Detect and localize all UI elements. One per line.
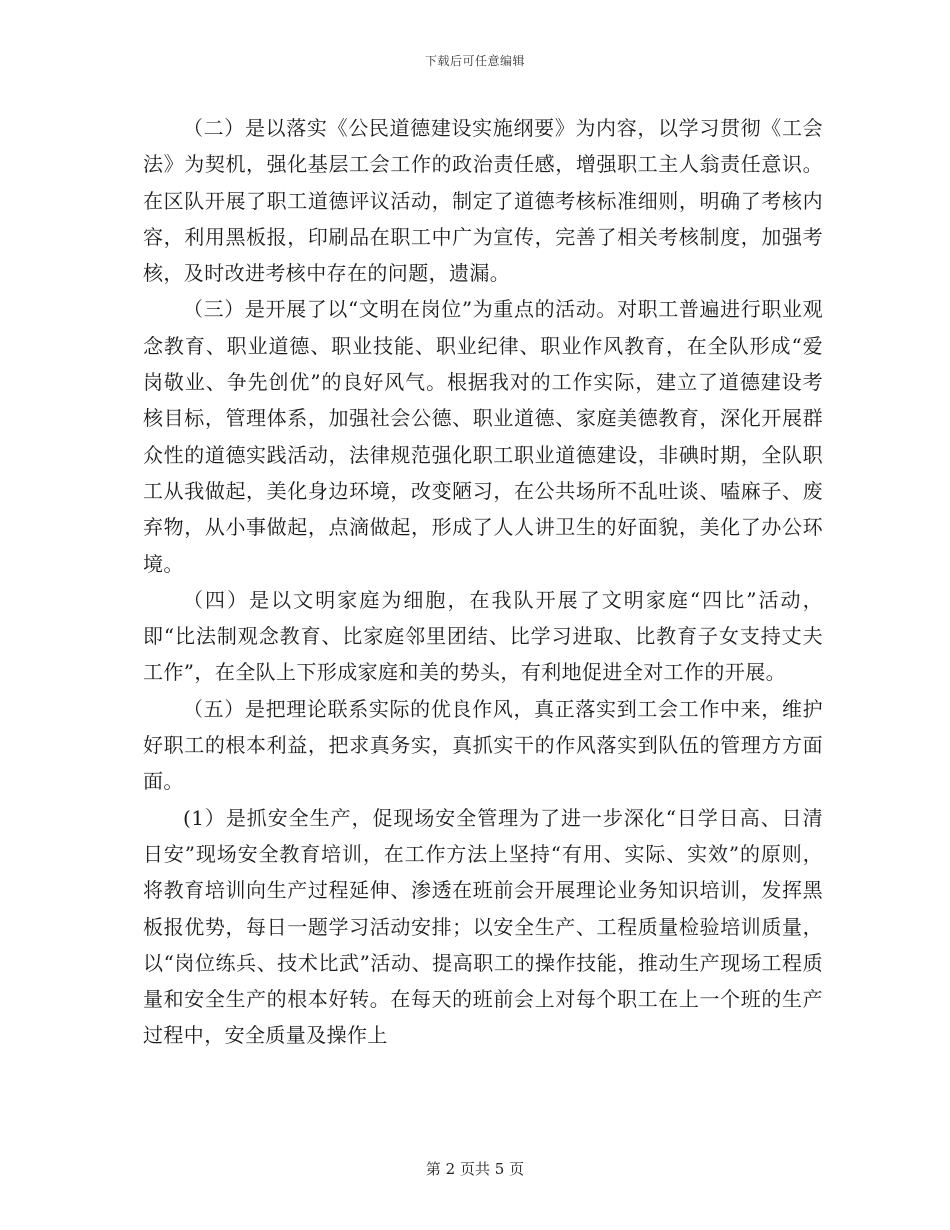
paragraph-4: （四）是以文明家庭为细胞，在我队开展了文明家庭“四比”活动，即“比法制观念教育、比家庭邻里团结、比学习进取、比教育子女支持丈夫工作”，在全队上下形成家庭和美的势头，有利地促进全对工作的开展。	[143, 587, 823, 685]
document-body	[143, 110, 823, 1054]
page-number: 第 2 页共 5 页	[425, 1160, 525, 1178]
paragraph-2: （二）是以落实《公民道德建设实施纲要》为内容，以学习贯彻《工会法》为契机，强化基层工会工作的政治责任感，增强职工主人翁责任意识。在区队开展了职工道德评议活动，制定了道德考核标准细则，明确了考核内容，利用黑板报，印刷品在职工中广为宣传，完善了相关考核制度，加强考核，及时改进考核中存在的问题，遗漏。	[143, 116, 823, 286]
paragraph-5: （五）是把理论联系实际的优良作风，真正落实到工会工作中来，维护好职工的根本利益，把求真务实，真抓实干的作风落实到队伍的管理方方面面。	[143, 696, 823, 794]
page-header-note: 下载后可任意编辑	[424, 54, 525, 68]
paragraph-3: （三）是开展了以“文明在岗位”为重点的活动。对职工普遍进行职业观念教育、职业道德、职业技能、职业纪律、职业作风教育，在全队形成“爱岗敬业、争先创优”的良好风气。根据我对的工作实际，建立了道德建设考核目标，管理体系，加强社会公德、职业道德、家庭美德教育，深化开展群众性的道德实践活动，法律规范强化职工职业道德建设，非碘时期，全队职工从我做起，美化身边环境，改变陋习，在公共场所不乱吐谈、嗑麻子、废弃物，从小事做起，点滴做起，形成了人人讲卫生的好面貌，美化了办公环境。	[143, 297, 823, 576]
paragraph-5-1: (1）是抓安全生产，促现场安全管理为了进一步深化“日学日高、日清日安”现场安全教育培训，在工作方法上坚持“有用、实际、实效”的原则，将教育培训向生产过程延伸、渗透在班前会开展理论业务知识培训，发挥黑板报优势，每日一题学习活动安排；以安全生产、工程质量检验培训质量，以“岗位练兵、技术比武”活动、提高职工的操作技能，推动生产现场工程质量和安全生产的根本好转。在每天的班前会上对每个职工在上一个班的生产过程中，安全质量及操作上	[143, 805, 823, 1048]
